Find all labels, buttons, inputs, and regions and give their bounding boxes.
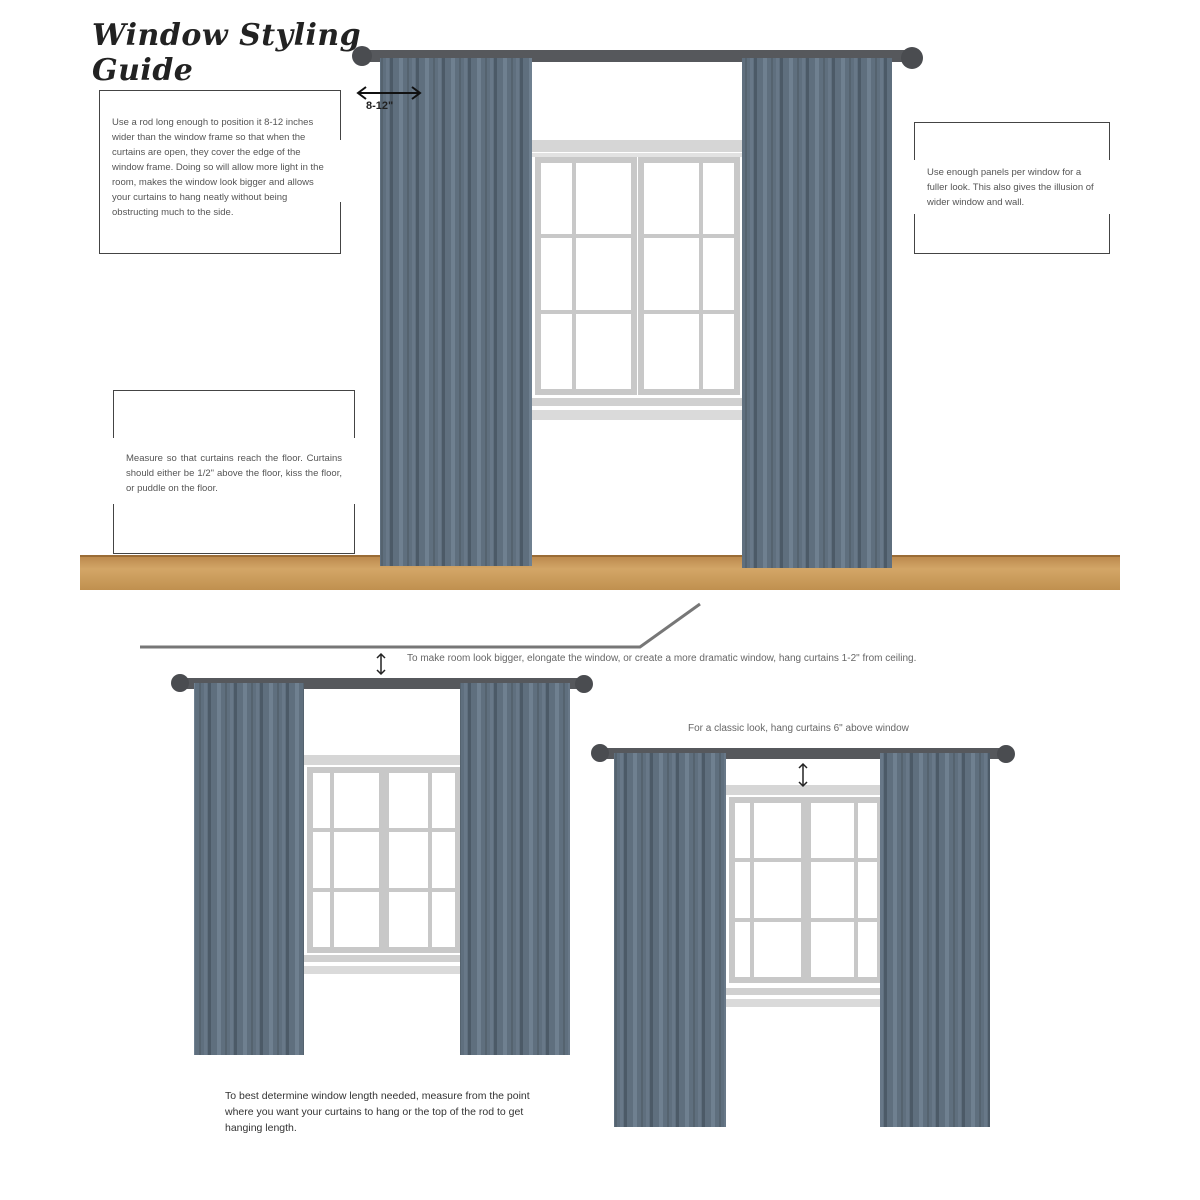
curtain-bottom-right-1 [614,753,726,1127]
ceiling-gap-arrow [377,654,385,674]
ceiling-line [140,604,700,647]
window-gap-arrow [799,764,807,786]
tip-box-floor-length [113,390,355,554]
tip-length-text: To best determine window length needed, measure from the point where you want your curtains to hang or the top of the rod to get hanging length. [225,1090,530,1134]
tip-panels-text: Use enough panels per window for a fuller look. This also gives the illusion of wider window and wall. [927,167,1094,208]
rod-width-measurement: 8-12" [366,100,394,112]
box-gap [351,438,357,504]
guide-title: Window Styling Guide [92,18,362,88]
curtain-top-left [380,58,532,566]
tip-classic-text: For a classic look, hang curtains 6" above window [688,723,909,734]
box-gap [912,160,918,214]
tip-ceiling-text: To make room look bigger, elongate the window, or create a more dramatic window, hang curtains 1-2" from ceiling. [407,653,917,664]
curtain-bottom-left-2 [460,683,570,1055]
box-gap [111,438,117,504]
curtain-bottom-left-1 [194,683,304,1055]
tip-box-panels [914,122,1110,254]
curtain-top-right [742,58,892,568]
tip-rod-width-text: Use a rod long enough to position it 8-12 inches wider than the window frame so that when the curtains are open, they cover the edge of the window frame. Doing so will allow more light in the room, makes the window look bigger and allows your curtains to hang neatly without being obstructing much to the side. [112,117,324,218]
box-gap [337,140,343,202]
box-gap [1106,160,1112,214]
window-bottom-left [304,755,460,974]
window-bottom-right [726,785,882,1007]
tip-box-rod-width [99,90,341,254]
window-top [532,140,742,420]
tip-floor-length-text: Measure so that curtains reach the floor. Curtains should either be 1/2" above the floor, kiss the floor, or puddle on the floor. [126,453,342,494]
floor [80,555,1120,590]
curtain-bottom-right-2 [880,753,990,1127]
